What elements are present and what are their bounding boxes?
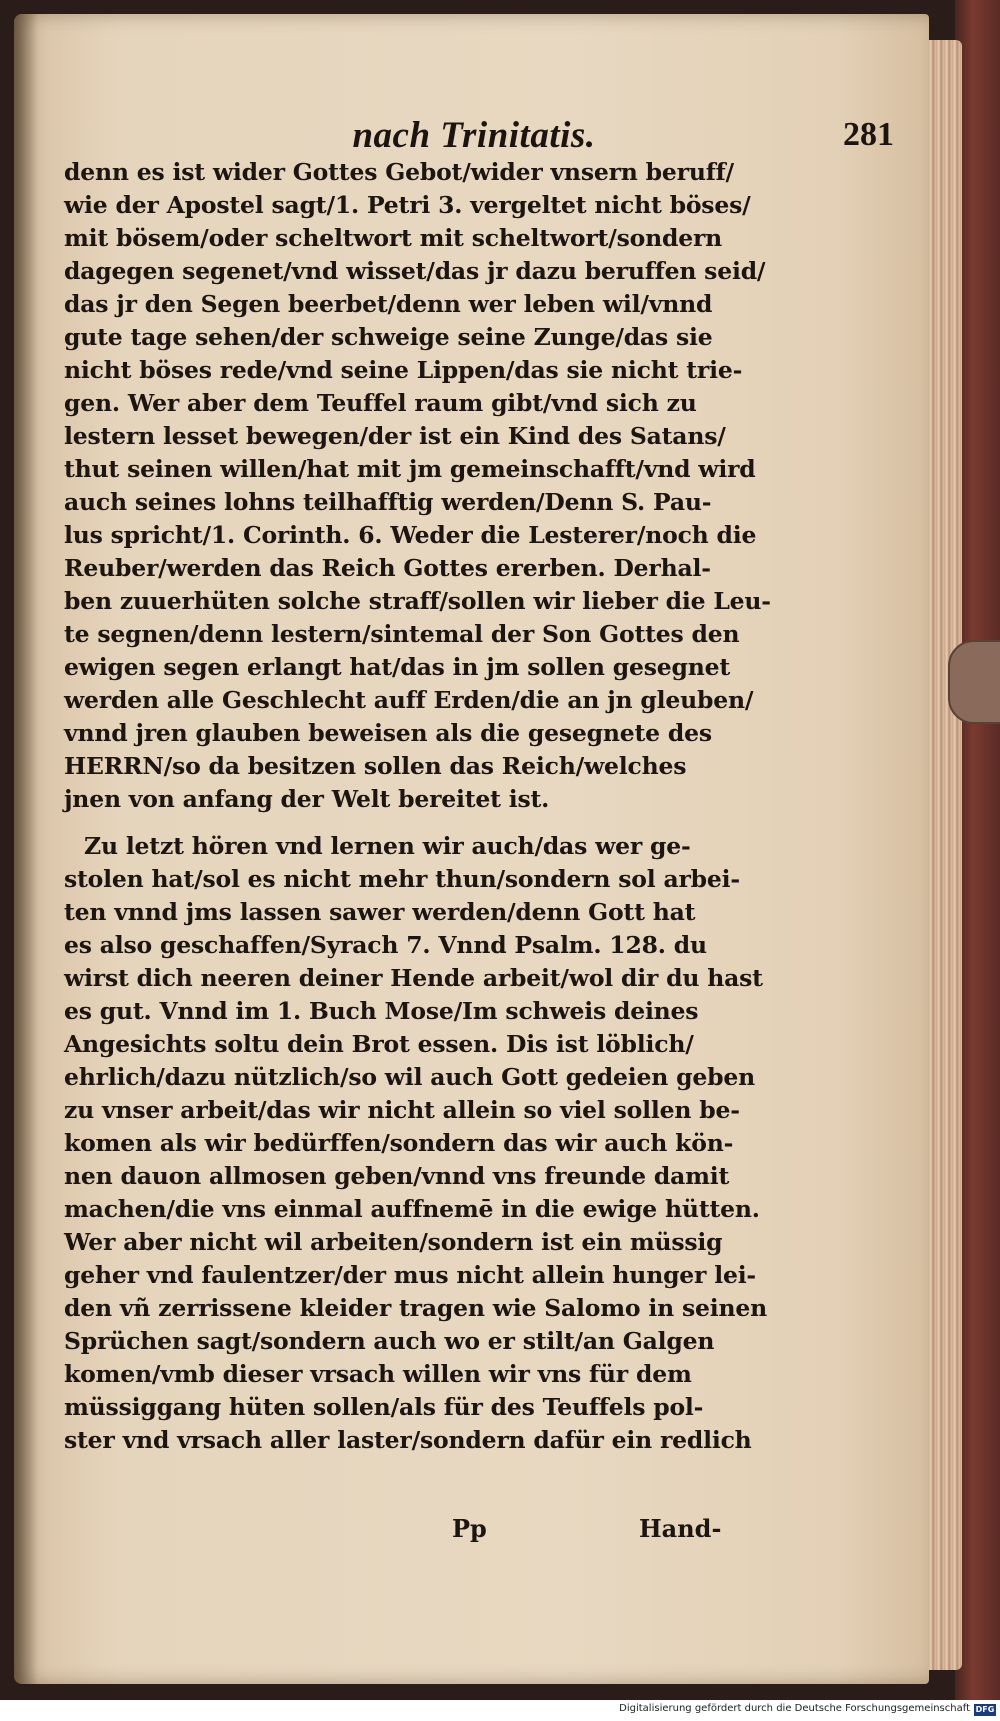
text-line: vnnd jren glauben beweisen als die gesegnete des <box>64 719 712 747</box>
text-line: lus spricht/1. Corinth. 6. Weder die Lesterer/noch die <box>64 521 757 549</box>
dfg-logo-icon: DFG <box>975 1705 995 1714</box>
page-footer <box>14 1514 914 1564</box>
text-line: Zu letzt hören vnd lernen wir auch/das wer ge- <box>84 832 691 860</box>
text-line: denn es ist wider Gottes Gebot/wider vnsern beruff/ <box>64 158 734 186</box>
text-line: nen dauon allmosen geben/vnnd vns freunde damit <box>64 1162 730 1190</box>
text-line: ten vnnd jms lassen sawer werden/denn Gott hat <box>64 898 696 926</box>
text-line: auch seines lohns teilhafftig werden/Denn S. Pau- <box>64 488 712 516</box>
text-line: lestern lesset bewegen/der ist ein Kind des Satans/ <box>64 422 726 450</box>
text-line: komen/vmb dieser vrsach willen wir vns für dem <box>64 1360 692 1388</box>
text-line: HERRN/so da besitzen sollen das Reich/welches <box>64 752 687 780</box>
text-line: ewigen segen erlangt hat/das in jm sollen gesegnet <box>64 653 731 681</box>
signature-mark: Pp <box>452 1514 487 1543</box>
text-line: werden alle Geschlecht auff Erden/die an jn gleuben/ <box>64 686 754 714</box>
text-line: te segnen/denn lestern/sintemal der Son Gottes den <box>64 620 740 648</box>
text-line: thut seinen willen/hat mit jm gemeinschafft/vnd wird <box>64 455 756 483</box>
text-line: müssiggang hüten sollen/als für des Teuffels pol- <box>64 1393 704 1421</box>
text-line: das jr den Segen beerbet/denn wer leben wil/vnnd <box>64 290 713 318</box>
running-head: nach Trinitatis. <box>352 115 596 156</box>
text-line: Wer aber nicht wil arbeiten/sondern ist ein müssig <box>64 1228 723 1256</box>
credit-bar <box>0 1700 1000 1721</box>
text-line: mit bösem/oder scheltwort mit scheltwort/sondern <box>64 224 723 252</box>
text-line: gute tage sehen/der schweige seine Zunge/das sie <box>64 323 713 351</box>
text-line: Sprüchen sagt/sondern auch wo er stilt/an Galgen <box>64 1327 715 1355</box>
catchword: Hand- <box>639 1514 722 1543</box>
text-line: Reuber/werden das Reich Gottes ererben. Derhal- <box>64 554 711 582</box>
gutter-shadow <box>14 14 38 1684</box>
funding-credit: Digitalisierung gefördert durch die Deutsche Forschungsgemeinschaft <box>619 1703 970 1714</box>
text-line: den vñ zerrissene kleider tragen wie Salomo in seinen <box>64 1294 767 1322</box>
text-line: ben zuuerhüten solche straff/sollen wir lieber die Leu- <box>64 587 771 615</box>
text-line: wirst dich neeren deiner Hende arbeit/wol dir du hast <box>64 964 763 992</box>
text-line: zu vnser arbeit/das wir nicht allein so viel sollen be- <box>64 1096 740 1124</box>
page-number: 281 <box>843 116 894 153</box>
text-line: geher vnd faulentzer/der mus nicht allein hunger lei- <box>64 1261 756 1289</box>
text-line: gen. Wer aber dem Teuffel raum gibt/vnd sich zu <box>64 389 697 417</box>
bookmark-tab <box>948 640 1000 724</box>
text-line: nicht böses rede/vnd seine Lippen/das sie nicht trie- <box>64 356 743 384</box>
text-line: ehrlich/dazu nützlich/so wil auch Gott gedeien geben <box>64 1063 755 1091</box>
text-line: dagegen segenet/vnd wisset/das jr dazu beruffen seid/ <box>64 257 766 285</box>
text-line: Angesichts soltu dein Brot essen. Dis ist löblich/ <box>64 1030 694 1058</box>
text-line: es also geschaffen/Syrach 7. Vnnd Psalm. 128. du <box>64 931 707 959</box>
text-line: komen als wir bedürffen/sondern das wir auch kön- <box>64 1129 734 1157</box>
text-line: machen/die vns einmal auffnemē in die ewige hütten. <box>64 1195 760 1223</box>
text-line: ster vnd vrsach aller laster/sondern dafür ein redlich <box>64 1426 752 1454</box>
text-line: jnen von anfang der Welt bereitet ist. <box>64 785 550 813</box>
text-line: es gut. Vnnd im 1. Buch Mose/Im schweis deines <box>64 997 699 1025</box>
book-page <box>14 14 929 1684</box>
text-line: wie der Apostel sagt/1. Petri 3. vergeltet nicht böses/ <box>64 191 751 219</box>
text-line: stolen hat/sol es nicht mehr thun/sondern sol arbei- <box>64 865 740 893</box>
